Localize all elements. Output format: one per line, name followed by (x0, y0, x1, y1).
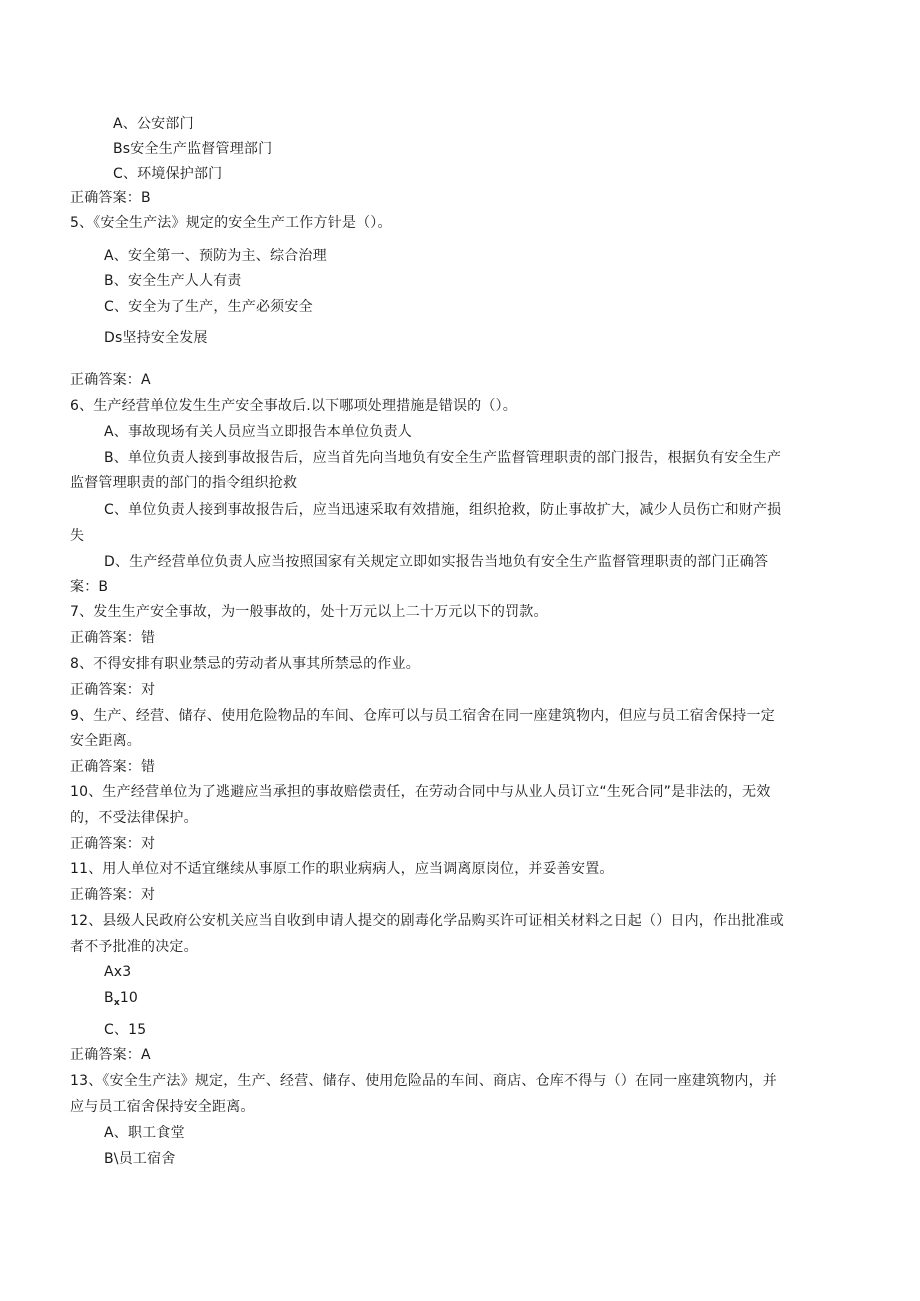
q6-option-b-line1: B、单位负责人接到事故报告后，应当首先向当地负有安全生产监督管理职责的部门报告，根据负有安全生产 (104, 450, 782, 466)
q6-option-c-line2: 失 (70, 528, 85, 544)
q6-option-c-line1: C、单位负责人接到事故报告后，应当迅速采取有效措施，组织抢救，防止事故扩大，减少人员伤亡和财产损 (104, 502, 782, 518)
q4-option-a: A、公安部门 (113, 116, 194, 132)
q5-question: 5、《安全生产法》规定的安全生产工作方针是（）。 (70, 215, 392, 231)
q7-answer: 正确答案：错 (70, 630, 156, 646)
q9-question-line2: 安全距离。 (70, 733, 141, 749)
q5-option-a: A、安全第一、预防为主、综合治理 (104, 248, 327, 264)
q12-question-line2: 者不予批准的决定。 (70, 939, 198, 955)
q13-option-a: A、职工食堂 (104, 1125, 185, 1141)
q6-answer: 案：B (70, 579, 109, 595)
q5-option-b: B、安全生产人人有责 (104, 273, 242, 289)
q13-question-line2: 应与员工宿舍保持安全距离。 (70, 1099, 255, 1115)
q12-answer: 正确答案：A (70, 1047, 151, 1063)
q6-option-b-line2: 监督管理职责的部门的指令组织抢救 (70, 475, 298, 491)
q12-option-a: Ax3 (104, 964, 132, 980)
q4-option-c: C、环境保护部门 (113, 166, 223, 182)
q9-question-line1: 9、生产、经营、储存、使用危险物品的车间、仓库可以与员工宿舍在同一座建筑物内，但应与员工宿舍保持一定 (70, 708, 775, 724)
q4-option-b: Bs安全生产监督管理部门 (113, 141, 273, 157)
q6-question: 6、生产经营单位发生生产安全事故后.以下哪项处理措施是错误的（）。 (70, 398, 517, 414)
q5-answer: 正确答案：A (70, 372, 151, 388)
q10-question-line2: 的，不受法律保护。 (70, 810, 198, 826)
q6-option-a: A、事故现场有关人员应当立即报告本单位负责人 (104, 424, 412, 440)
q12-option-b-letter: B (104, 990, 114, 1006)
q12-option-b-value: 10 (119, 990, 139, 1006)
q11-question: 11、用人单位对不适宜继续从事原工作的职业病病人，应当调离原岗位，并妥善安置。 (70, 861, 614, 877)
q13-option-b: B\员工宿舍 (104, 1151, 176, 1167)
q9-answer: 正确答案：错 (70, 759, 156, 775)
q12-option-b-sub: x (113, 998, 120, 1008)
q5-option-d: Ds坚持安全发展 (104, 330, 208, 346)
q6-option-d-line1: D、生产经营单位负责人应当按照国家有关规定立即如实报告当地负有安全生产监督管理职责的部门正确答 (104, 554, 769, 570)
q4-answer: 正确答案：B (70, 190, 151, 206)
q7-question: 7、发生生产安全事故，为一般事故的，处十万元以上二十万元以下的罚款。 (70, 604, 548, 620)
q8-question: 8、不得安排有职业禁忌的劳动者从事其所禁忌的作业。 (70, 656, 420, 672)
q11-answer: 正确答案：对 (70, 887, 156, 903)
q10-answer: 正确答案：对 (70, 836, 156, 852)
q5-option-c: C、安全为了生产，生产必须安全 (104, 299, 313, 315)
q8-answer: 正确答案：对 (70, 682, 156, 698)
q12-option-c: C、15 (104, 1022, 147, 1038)
q12-question-line1: 12、县级人民政府公安机关应当自收到申请人提交的剧毒化学品购买许可证相关材料之日起（）日内，作出批准或 (70, 913, 785, 929)
q12-option-b (104, 988, 138, 1008)
q10-question-line1: 10、生产经营单位为了逃避应当承担的事故赔偿责任，在劳动合同中与从业人员订立“生死合同”是非法的，无效 (70, 784, 771, 800)
q13-question-line1: 13、《安全生产法》规定，生产、经营、储存、使用危险品的车间、商店、仓库不得与（）在同一座建筑物内，并 (70, 1073, 778, 1089)
